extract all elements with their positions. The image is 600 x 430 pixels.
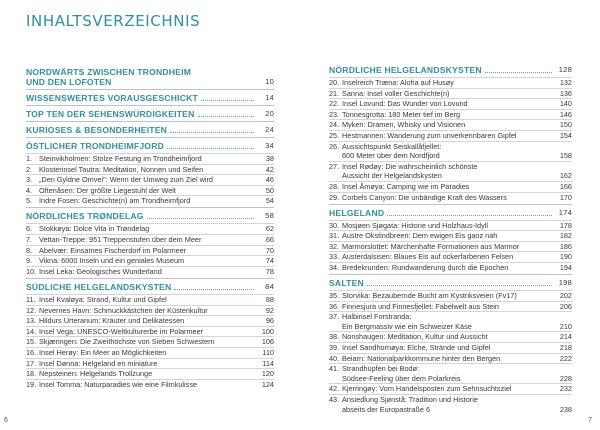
section-heading[interactable]	[26, 211, 274, 221]
entry-number: 19.	[26, 379, 37, 389]
toc-entry[interactable]	[329, 220, 572, 231]
entry-page-number: 42	[265, 164, 274, 174]
entry-title-line: Skjæringen: Die Zweithöchste von Sieben Schwestern	[39, 337, 215, 347]
entry-title	[342, 384, 558, 394]
entry-title	[39, 246, 264, 256]
entry-page-number: 124	[261, 379, 274, 389]
entry-title	[342, 162, 558, 181]
entry-number: 14.	[26, 326, 37, 336]
entry-page-number: 228	[559, 373, 572, 383]
entry-page-number: 132	[559, 78, 572, 87]
leader-dots	[367, 285, 552, 286]
entry-number: 39.	[329, 343, 340, 353]
entry-title	[342, 142, 558, 161]
entry-title	[39, 235, 264, 245]
entry-number: 25.	[329, 130, 340, 140]
entry-page-number: 222	[559, 353, 572, 363]
entry-page-number: 62	[265, 224, 274, 234]
entry-number: 26.	[329, 141, 340, 151]
entry-page-number: 186	[559, 241, 572, 251]
entry-title	[39, 175, 264, 185]
entry-title	[39, 306, 264, 316]
leader-dots	[198, 116, 254, 117]
entry-title-line: Stokkøya: Dolce Vita in Trøndelag	[39, 224, 150, 234]
toc-entry[interactable]	[26, 234, 274, 245]
entry-title	[342, 242, 558, 252]
entry-title-line: Vettan-Treppe: 951 Treppenstufen über dem Meer	[39, 235, 202, 245]
toc-entry[interactable]	[26, 266, 274, 277]
entry-title	[342, 110, 558, 120]
toc-entry[interactable]	[329, 109, 572, 120]
entry-page-number: 166	[559, 181, 572, 191]
entry-title	[342, 120, 558, 130]
section-title	[26, 211, 274, 221]
entry-page-number: 50	[265, 185, 274, 195]
section-page-number: 34	[265, 141, 274, 150]
entry-number: 1.	[26, 154, 33, 163]
leader-dots	[387, 215, 552, 216]
entry-page-number: 210	[559, 321, 572, 331]
page-title: INHALTSVERZEICHNIS	[26, 12, 201, 30]
entry-title	[342, 99, 558, 109]
toc-entry[interactable]	[329, 181, 572, 192]
entry-title-line: Nonshaugen: Meditation, Kultur und Aussicht	[342, 332, 488, 342]
entry-page-number: 120	[261, 369, 274, 379]
section-title	[26, 67, 274, 87]
section-title	[26, 125, 274, 135]
section-page-number: 128	[558, 65, 572, 74]
entry-title-line: Insel Leka: Geologisches Wunderland	[39, 266, 162, 276]
toc-section	[26, 121, 274, 135]
entry-title	[342, 312, 558, 331]
entry-number: 22.	[329, 99, 340, 109]
toc-section	[26, 89, 274, 103]
toc-section	[26, 64, 274, 87]
entry-title-line: Nevernes Havn: Schmuckkästchen der Küstenkultur	[39, 305, 208, 315]
entry-title-line: Insel Dønna: Helgeland en miniature	[39, 358, 158, 368]
entry-page-number: 100	[261, 326, 274, 336]
entry-page-number: 140	[559, 99, 572, 109]
entry-title	[39, 256, 264, 266]
section-page-number: 24	[265, 125, 274, 134]
entry-title	[342, 343, 558, 353]
section-page-number: 14	[265, 93, 274, 102]
entry-page-number: 238	[559, 404, 572, 414]
entry-title-line: Myken: Dramen, Whisky und Visionen	[342, 120, 466, 130]
toc-entry[interactable]	[329, 383, 572, 394]
toc-entry[interactable]	[26, 185, 274, 196]
entry-title-line: Mosjøen Sjøgata: Historie und Holzhaus-Idyll	[342, 220, 488, 230]
entry-page-number: 92	[265, 305, 274, 315]
section-page-number: 174	[558, 207, 572, 217]
entry-page-number: 54	[265, 196, 274, 206]
section-heading[interactable]	[26, 109, 274, 119]
entry-title-line: 600 Meter über dem Nordfjord	[342, 151, 440, 161]
section-page-number: 198	[558, 278, 572, 288]
toc-entry[interactable]	[26, 164, 274, 175]
toc-entry[interactable]	[26, 379, 274, 390]
entry-number: 29.	[329, 192, 340, 202]
entry-title	[342, 302, 558, 312]
entry-page-number: 106	[261, 337, 274, 347]
entry-title	[342, 332, 558, 342]
section-title-line: KURIOSES & BESONDERHEITEN	[26, 125, 168, 135]
entry-title	[342, 252, 558, 262]
section-page-number: 58	[265, 211, 274, 221]
entry-title-line: Insel Tomma: Naturparadies wie eine Filmkulisse	[39, 379, 198, 389]
entry-title-line: Corbels Canyon: Die unbändige Kraft des Wassers	[342, 192, 507, 202]
entry-number: 8.	[26, 245, 33, 255]
entry-title-line: Kjerringøy: Vom Handelsposten zum Sehnsuchtsziel	[342, 384, 512, 394]
entry-number: 41.	[329, 364, 340, 374]
entry-title	[39, 165, 264, 175]
entry-title-line: Abelvær: Einsames Fischerdorf im Polarmeer	[39, 245, 187, 255]
entry-number: 5.	[26, 196, 33, 206]
entry-title	[39, 348, 260, 358]
section-heading[interactable]	[329, 208, 572, 218]
toc-section	[26, 105, 274, 119]
entry-page-number: 114	[262, 358, 274, 368]
entry-number: 3.	[26, 175, 33, 185]
entry-title-line: „Den Gyldne Omvei": Wenn der Umweg zum Ziel wird	[39, 175, 213, 185]
toc-entry[interactable]	[26, 223, 274, 234]
toc-entry[interactable]	[329, 353, 572, 364]
entry-title	[39, 316, 264, 326]
section-heading[interactable]	[329, 65, 572, 75]
entry-page-number: 74	[265, 256, 274, 266]
entry-page-number: 154	[559, 130, 572, 140]
toc-entry[interactable]	[329, 161, 572, 181]
entry-page-number: 110	[262, 347, 274, 357]
toc-entry[interactable]	[329, 130, 572, 141]
entry-title	[39, 380, 260, 390]
entry-title	[39, 295, 264, 305]
entry-title-line: Südsee-Feeling über dem Polarkreis	[342, 373, 461, 383]
entry-number: 16.	[26, 347, 37, 357]
section-title-line: TOP TEN DER SEHENSWÜRDIGKEITEN	[26, 109, 195, 119]
entry-page-number: 214	[559, 332, 572, 342]
toc-entry[interactable]	[26, 305, 274, 316]
entry-title-line: Steinvikholmen: Stolze Festung im Trondheimfjord	[39, 154, 202, 163]
entry-title-line: Indre Fosen: Geschichte(n) am Trondheimfjord	[39, 196, 191, 206]
entry-number: 27.	[329, 161, 340, 171]
entry-number: 4.	[26, 185, 33, 195]
entry-title-line: Halbinsel Forstranda:	[342, 312, 412, 322]
entry-title	[342, 354, 558, 364]
entry-number: 10.	[26, 266, 37, 276]
entry-page-number: 38	[265, 154, 274, 163]
entry-number: 28.	[329, 181, 340, 191]
entry-title-line: Sanna: Insel voller Geschichte(n)	[342, 88, 450, 98]
section-title-line: SÜDLICHE HELGELANDSKYSTEN	[26, 281, 172, 292]
toc-entry[interactable]	[26, 174, 274, 185]
leader-dots	[174, 289, 254, 290]
toc-entry[interactable]	[26, 195, 274, 206]
entry-number: 24.	[329, 120, 340, 130]
entry-title	[342, 193, 558, 203]
entry-number: 13.	[26, 316, 37, 326]
toc-entry[interactable]	[26, 347, 274, 358]
entry-title	[342, 89, 558, 99]
toc-section	[329, 62, 572, 202]
section-page-number: 84	[265, 281, 274, 291]
entry-page-number: 182	[559, 231, 572, 241]
entry-number: 9.	[26, 256, 33, 266]
section-page-number: 20	[265, 109, 274, 118]
section-heading[interactable]	[329, 278, 572, 288]
section-heading[interactable]	[26, 141, 274, 151]
toc-entry[interactable]	[26, 245, 274, 256]
entry-number: 32.	[329, 241, 340, 251]
entry-page-number: 78	[265, 266, 274, 276]
entry-title-line: Austerdalsisen: Blaues Eis auf ockerfarbenen Felsen	[342, 252, 514, 262]
entry-number: 37.	[329, 312, 340, 322]
entry-title-line: Insel Lovund: Das Wunder von Lovund	[342, 99, 468, 109]
entry-title	[342, 231, 558, 241]
toc-entry[interactable]	[26, 255, 274, 266]
entry-number: 17.	[26, 358, 37, 368]
entry-title	[39, 154, 264, 164]
entry-title	[39, 224, 264, 234]
entry-page-number: 206	[559, 301, 572, 311]
toc-entry[interactable]	[329, 394, 572, 414]
entry-number: 15.	[26, 337, 37, 347]
section-title-line: NORDWÄRTS ZWISCHEN TRONDHEIM	[26, 67, 192, 77]
entry-title	[342, 182, 558, 192]
entry-page-number: 170	[559, 192, 572, 202]
entry-number: 23.	[329, 109, 340, 119]
entry-title	[342, 291, 558, 301]
entry-number: 31.	[329, 231, 340, 241]
entry-title	[39, 369, 260, 379]
section-title	[329, 278, 572, 288]
toc-entry[interactable]	[26, 315, 274, 326]
entry-title-line: Storvika: Bezaubernde Bucht am Kystriksveien (Fv17)	[342, 291, 517, 301]
toc-entry[interactable]	[329, 98, 572, 109]
entry-number: 30.	[329, 220, 340, 230]
entry-title-line: Oftenåsen: Der größte Liegestuhl der Welt	[39, 185, 176, 195]
entry-title-line: Vikna: 6000 Inseln und ein geniales Museum	[39, 256, 185, 266]
entry-title-line: Insel Rødøy: Die wahrscheinlich schönste	[342, 161, 478, 171]
entry-title	[342, 131, 558, 141]
entry-number: 7.	[26, 235, 33, 245]
toc-right-column	[329, 62, 572, 416]
entry-number: 33.	[329, 252, 340, 262]
entry-title-line: Insel Åmøya: Camping wie im Paradies	[342, 181, 470, 191]
entry-title	[342, 221, 558, 231]
entry-page-number: 194	[559, 263, 572, 272]
entry-number: 42.	[329, 384, 340, 394]
toc-entry[interactable]	[329, 342, 572, 353]
toc-entry[interactable]	[329, 311, 572, 331]
toc-entry[interactable]	[26, 358, 274, 369]
entry-page-number: 136	[559, 88, 572, 98]
entry-page-number: 46	[265, 175, 274, 185]
entry-title	[39, 359, 260, 369]
entry-title-line: Inselreich Træna: Aloha auf Husøy	[342, 78, 454, 87]
entry-page-number: 88	[265, 294, 274, 304]
entry-page-number: 218	[559, 343, 572, 353]
section-title	[26, 282, 274, 292]
entry-title-line: Ein Bergmassiv wie ein Schweizer Käse	[342, 321, 472, 331]
toc-entry[interactable]	[329, 77, 572, 88]
entry-title-line: Marmorslottet: Märchenhafte Formationen aus Marmor	[342, 241, 520, 251]
section-heading[interactable]	[26, 125, 274, 135]
entry-title-line: Insel Vega: UNESCO-Weltkulturerbe im Polarmeer	[39, 326, 204, 336]
toc-entry[interactable]	[329, 119, 572, 130]
entry-title	[342, 78, 558, 88]
entry-title	[39, 337, 260, 347]
section-title-line: ÖSTLICHER TRONDHEIMFJORD	[26, 141, 165, 151]
toc-entry[interactable]	[26, 368, 274, 379]
entry-number: 20.	[329, 78, 340, 87]
entry-title-line: abseits der Europastraße 6	[342, 404, 431, 414]
entry-number: 12.	[26, 305, 37, 315]
entry-title-line: Insel Herøy: Ein Meer an Möglichkeiten	[39, 347, 167, 357]
toc-entry[interactable]	[26, 153, 274, 164]
toc-entry[interactable]	[329, 241, 572, 252]
entry-title	[39, 327, 260, 337]
entry-page-number: 66	[265, 235, 274, 245]
entry-number: 6.	[26, 224, 33, 234]
entry-title-line: Insel Kvaløya: Strand, Kultur und Gipfel	[39, 294, 167, 304]
entry-number: 43.	[329, 395, 340, 405]
section-title-line: NÖRDLICHES TRØNDELAG	[26, 211, 144, 222]
entry-page-number: 178	[559, 220, 572, 230]
leader-dots	[147, 218, 254, 219]
entry-page-number: 150	[559, 120, 572, 130]
entry-title-line: Bredekrunden: Rundwanderung durch die Epochen	[342, 263, 509, 272]
entry-title-line: Nepsteinen: Helgelands Trollzunge	[39, 369, 153, 379]
entry-page-number: 232	[559, 384, 572, 394]
toc-entry[interactable]	[329, 230, 572, 241]
toc-entry[interactable]	[329, 88, 572, 99]
toc-entry[interactable]	[329, 290, 572, 301]
leader-dots	[170, 132, 254, 133]
entry-number: 38.	[329, 332, 340, 342]
toc-entry[interactable]	[329, 301, 572, 312]
toc-section	[26, 207, 274, 276]
toc-left-column	[26, 64, 274, 391]
entry-number: 18.	[26, 369, 37, 379]
page-number-left: 6	[4, 417, 8, 424]
toc-entry[interactable]	[329, 363, 572, 383]
leader-dots	[167, 148, 254, 149]
entry-number: 2.	[26, 164, 33, 174]
toc-entry[interactable]	[26, 326, 274, 337]
entry-title	[342, 263, 558, 273]
entry-title	[39, 186, 264, 196]
entry-title-line: Hestmannen: Wanderung zum unverkennbaren Gipfel	[342, 130, 517, 140]
entry-page-number: 96	[265, 316, 274, 326]
entry-title-line: Tonnesgrotta: 180 Meter tief im Berg	[342, 109, 461, 119]
entry-number: 34.	[329, 263, 340, 272]
toc-section	[329, 204, 572, 273]
entry-page-number: 162	[559, 171, 572, 181]
toc-entry[interactable]	[329, 251, 572, 262]
entry-title-line: Klosterinsel Tautra: Meditation, Nonnen und Seifen	[39, 164, 204, 174]
entry-title-line: Finnesjura und Finnesfjellet: Fabelwelt aus Stein	[342, 301, 499, 311]
entry-page-number: 158	[559, 151, 572, 161]
section-title-line: HELGELAND	[329, 207, 385, 218]
section-title	[26, 141, 274, 151]
entry-title-line: Insel Sandhornøya: Elche, Strände und Gipfel	[342, 343, 491, 353]
section-title	[329, 65, 572, 75]
toc-entry[interactable]	[26, 294, 274, 305]
entry-number: 11.	[26, 294, 36, 304]
entry-page-number: 70	[265, 245, 274, 255]
toc-entry[interactable]	[329, 331, 572, 342]
entry-title-line: Ansiedlung Sjønstå: Tradition und Historie	[342, 395, 478, 405]
toc-section	[329, 274, 572, 414]
entry-number: 40.	[329, 353, 340, 363]
section-title-line: UND DEN LOFOTEN	[26, 77, 112, 87]
entry-number: 35.	[329, 291, 340, 301]
entry-title-line: Austre Okstindbreen: Dem ewigen Eis ganz nah	[342, 231, 498, 241]
entry-page-number: 202	[559, 291, 572, 301]
toc-section	[26, 137, 274, 206]
section-heading[interactable]	[26, 93, 274, 103]
section-heading[interactable]	[26, 282, 274, 292]
entry-title	[342, 364, 558, 383]
entry-title-line: Beiarn: Nationalparkkommune hinter den Bergen	[342, 353, 501, 363]
section-title-line: SALTEN	[329, 278, 364, 289]
entry-page-number: 190	[559, 252, 572, 262]
entry-title-line: Strandhüpfen bei Bodø:	[342, 364, 420, 374]
toc-entry[interactable]	[329, 192, 572, 203]
entry-title-line: Aussicht der Helgelandskysten	[342, 171, 442, 181]
leader-dots	[485, 72, 552, 73]
section-heading[interactable]	[26, 67, 274, 87]
entry-title	[39, 196, 264, 206]
page-number-right: 7	[588, 417, 592, 424]
toc-entry[interactable]	[329, 141, 572, 161]
entry-number: 36.	[329, 301, 340, 311]
right-page	[300, 0, 600, 430]
section-title	[329, 208, 572, 218]
entry-title	[39, 267, 264, 277]
entry-title-line: Hildurs Urterarium: Kräuter und Delikatessen	[39, 316, 185, 326]
entry-number: 21.	[329, 88, 340, 98]
section-page-number: 10	[265, 77, 274, 86]
toc-entry[interactable]	[329, 262, 572, 273]
section-title-line: NÖRDLICHE HELGELANDSKYSTEN	[329, 65, 482, 75]
section-title	[26, 109, 274, 119]
toc-section	[26, 278, 274, 389]
section-title-line: WISSENSWERTES VORAUSGESCHICKT	[26, 93, 198, 103]
entry-title-line: Aussichtspunkt Seiskallåfjellet:	[342, 141, 442, 151]
leader-dots	[201, 100, 254, 101]
section-title	[26, 93, 274, 103]
entry-page-number: 146	[559, 109, 572, 119]
entry-title	[342, 395, 558, 414]
toc-entry[interactable]	[26, 336, 274, 347]
